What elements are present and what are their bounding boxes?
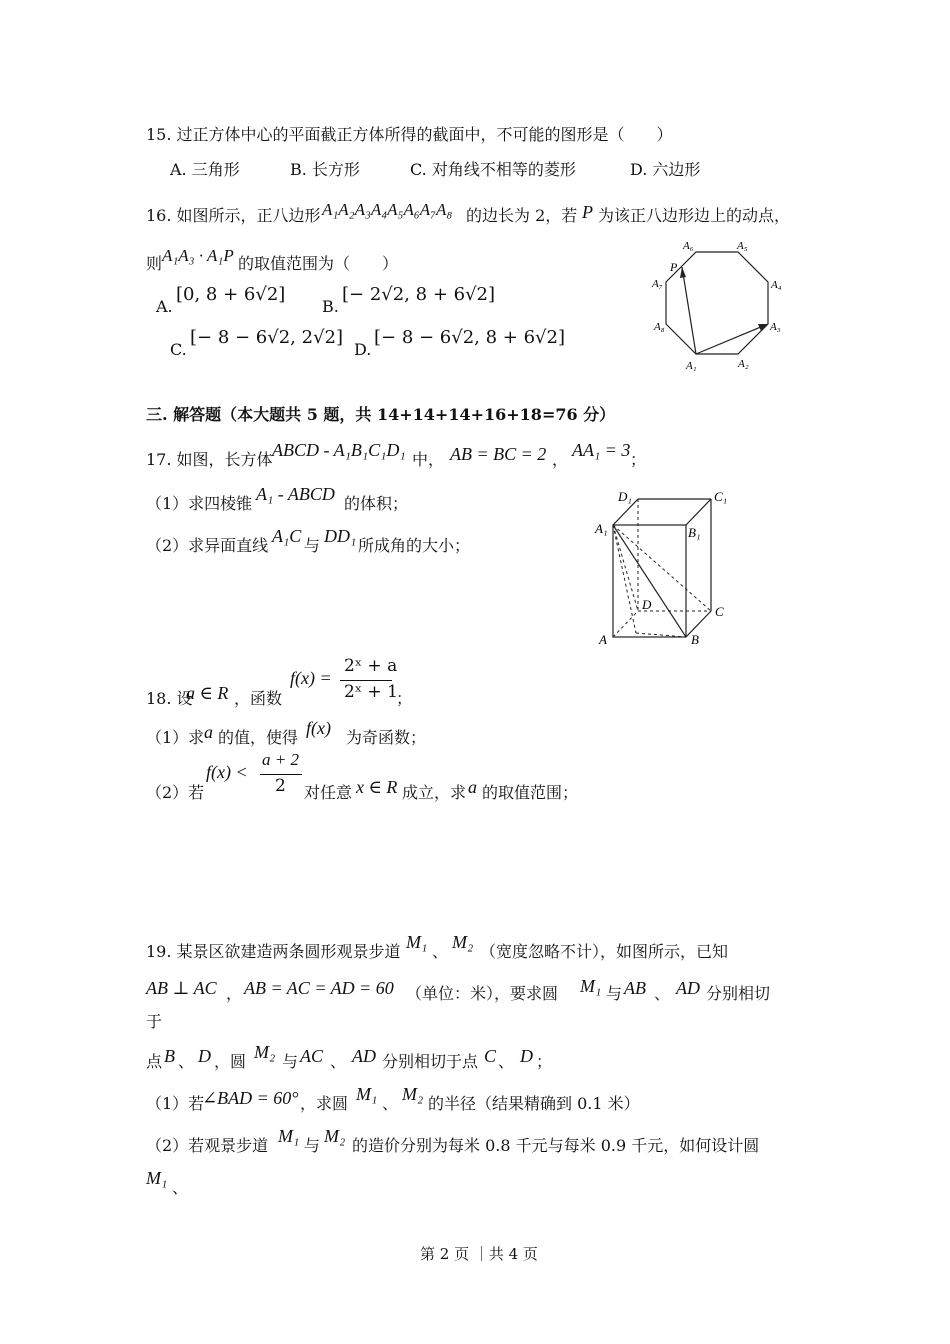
page-footer: 第 2 页 ｜共 4 页 xyxy=(420,1245,538,1263)
q17-pyramid: A₁ - ABCD xyxy=(256,484,335,504)
q17-part2-b: 与 xyxy=(304,536,321,555)
q16-stem-a: 16. 如图所示，正八边形 xyxy=(146,206,321,225)
q19-m2-c: M₂ xyxy=(402,1084,424,1104)
q19-line4-d: 分别相切于点 xyxy=(382,1052,479,1071)
q19-point-d-2: D xyxy=(520,1046,533,1066)
q16-octagon-name: A₁A₂A₃A₄A₅A₆A₇A₈ xyxy=(322,200,453,219)
q19-line3: 于 xyxy=(146,1012,163,1031)
q19-dun-2: 、 xyxy=(654,984,671,1003)
q19-line2-c: （单位：米），要求圆 xyxy=(406,984,559,1003)
q19-line4-b: ，圆 xyxy=(214,1052,247,1071)
q16-stem-c: 为该正八边形边上的动点， xyxy=(598,206,791,225)
q15-option-b: B. 长方形 xyxy=(290,160,360,179)
q19-ab: AB xyxy=(624,978,646,998)
q18-part1-b: 的值，使得 xyxy=(218,728,299,747)
q17-line-dd1: DD₁ xyxy=(324,526,357,546)
q15-option-a: A. 三角形 xyxy=(170,160,240,179)
q19-last: 、 xyxy=(172,1178,189,1197)
q16-point-p: P xyxy=(582,202,593,222)
cuboid-label-b1: B₁ xyxy=(688,525,701,540)
q18-x-in-r: x ∈ R xyxy=(356,777,398,797)
cuboid-label-a1: A₁ xyxy=(595,521,608,536)
q19-line2-e: 分别相切 xyxy=(706,984,771,1003)
q19-part2-c: 的造价分别为每米 0.8 千元与每米 0.9 千元，如何设计圆 xyxy=(352,1136,760,1155)
q15-option-d: D. 六边形 xyxy=(630,160,701,179)
section-heading: 三. 解答题（本大题共 5 题，共 14+14+14+16+18=76 分） xyxy=(146,405,616,424)
octagon-label-a5: A₅ xyxy=(737,240,748,252)
q16-stem-e: 的取值范围为（ ） xyxy=(238,254,399,273)
cuboid-label-a: A xyxy=(599,632,607,647)
q19-line2-d: 与 xyxy=(606,984,623,1003)
q19-comma: ， xyxy=(226,984,243,1003)
q18-part2-d: 的取值范围； xyxy=(482,783,579,802)
q16-option-c: [− 8 − 6√2, 2√2] xyxy=(190,327,344,348)
octagon-label-p: P xyxy=(670,260,678,274)
q19-dun-6: 、 xyxy=(382,1094,399,1113)
q19-point-d-1: D xyxy=(198,1046,211,1066)
q19-m2-b: M₂ xyxy=(254,1042,276,1062)
q19-dun-5: 、 xyxy=(498,1052,515,1071)
q18-stem-b: ，函数 xyxy=(234,689,283,708)
q19-angle: ∠BAD = 60° xyxy=(202,1088,299,1108)
q18-stem-c: ； xyxy=(396,689,413,708)
q19-dun-4: 、 xyxy=(330,1052,347,1071)
q17-part1-a: （1）求四棱锥 xyxy=(146,494,253,513)
q16-option-a-label: A. xyxy=(156,297,173,316)
q19-part2-b: 与 xyxy=(304,1136,321,1155)
q19-line4-a: 点 xyxy=(146,1052,163,1071)
q17-separator: ， xyxy=(552,450,569,469)
octagon-label-a3: A₃ xyxy=(770,321,781,333)
q18-frac-bar xyxy=(260,774,302,775)
cuboid-figure xyxy=(592,485,742,650)
q18-part2-b: 对任意 xyxy=(304,783,353,802)
octagon-label-a4: A₄ xyxy=(771,279,782,291)
q19-lengths: AB = AC = AD = 60 xyxy=(244,978,394,998)
q18-fx: f(x) = xyxy=(290,668,332,688)
q19-dun-3: 、 xyxy=(178,1052,195,1071)
q19-point-b: B xyxy=(164,1046,175,1066)
q18-part1-c: 为奇函数； xyxy=(346,728,427,747)
q16-option-a: [0, 8 + 6√2] xyxy=(176,284,286,305)
q18-numerator: 2ˣ + a xyxy=(344,656,398,676)
q15-stem: 15. 过正方体中心的平面截正方体所得的截面中，不可能的图形是（ ） xyxy=(146,125,673,144)
q19-m1-e: M₁ xyxy=(146,1168,168,1188)
q19-m2-a: M₂ xyxy=(452,932,474,952)
q19-ac: AC xyxy=(300,1046,324,1066)
q17-eq-ab-bc: AB = BC = 2 xyxy=(450,444,547,464)
q18-f: f(x) xyxy=(306,718,331,738)
q19-dun-1: 、 xyxy=(432,942,449,961)
q19-line4-e: ； xyxy=(536,1052,553,1071)
q18-denominator: 2ˣ + 1 xyxy=(344,682,398,702)
q16-vector-expr: A₁A₃ · A₁P xyxy=(162,246,234,265)
q17-part2-a: （2）求异面直线 xyxy=(146,536,269,555)
q19-line1-b: （宽度忽略不计），如图所示，已知 xyxy=(480,942,729,961)
octagon-label-a6: A₆ xyxy=(683,240,694,252)
q16-stem-b: 的边长为 2，若 xyxy=(466,206,578,225)
q18-var-a-2: a xyxy=(468,777,477,797)
cuboid-label-b: B xyxy=(691,632,699,647)
cuboid-label-d: D xyxy=(642,597,652,612)
q18-frac-denominator: 2 xyxy=(275,776,286,796)
q18-part1-a: （1）求 xyxy=(146,728,205,747)
octagon-label-a1: A₁ xyxy=(686,360,697,372)
q19-m2-d: M₂ xyxy=(324,1126,346,1146)
q16-option-d: [− 8 − 6√2, 8 + 6√2] xyxy=(374,327,565,348)
q17-eq-aa1: AA₁ = 3 xyxy=(572,440,631,460)
q19-m1-c: M₁ xyxy=(356,1084,378,1104)
q16-stem-d: 则 xyxy=(146,254,163,273)
q17-stem-c: ； xyxy=(630,450,647,469)
q19-point-c: C xyxy=(484,1046,497,1066)
cuboid-label-d1: D₁ xyxy=(618,489,632,504)
octagon-figure xyxy=(640,238,800,373)
q19-part1-b: ，求圆 xyxy=(300,1094,349,1113)
q18-condition: a ∈ R xyxy=(186,683,229,703)
q17-part2-c: 所成角的大小； xyxy=(358,536,471,555)
q17-stem-a: 17. 如图，长方体 xyxy=(146,450,273,469)
q16-option-c-label: C. xyxy=(170,340,187,359)
q17-solid: ABCD - A₁B₁C₁D₁ xyxy=(272,440,406,460)
q19-ad-1: AD xyxy=(676,978,700,998)
q18-frac-numerator: a + 2 xyxy=(262,750,299,769)
q18-fraction-bar xyxy=(340,680,392,681)
q15-option-c: C. 对角线不相等的菱形 xyxy=(410,160,576,179)
cuboid-label-c: C xyxy=(715,604,724,619)
q18-inequality: f(x) < xyxy=(206,762,248,782)
q16-option-b: [− 2√2, 8 + 6√2] xyxy=(342,284,496,305)
octagon-label-a2: A₂ xyxy=(738,358,749,370)
q19-m1-b: M₁ xyxy=(580,976,602,996)
q18-part2-a: （2）若 xyxy=(146,783,205,802)
q17-stem-b: 中， xyxy=(412,450,445,469)
q19-line1-a: 19. 某景区欲建造两条圆形观景步道 xyxy=(146,942,401,961)
q19-ad-2: AD xyxy=(352,1046,376,1066)
octagon-label-a8: A₈ xyxy=(654,321,665,333)
q17-line-a1c: A₁C xyxy=(272,526,302,546)
octagon-label-a7: A₇ xyxy=(652,278,663,290)
q19-part1-c: 的半径（结果精确到 0.1 米） xyxy=(428,1094,640,1113)
cuboid-label-c1: C₁ xyxy=(714,489,728,504)
q16-option-b-label: B. xyxy=(322,297,339,316)
q16-option-d-label: D. xyxy=(354,340,372,359)
q18-part2-c: 成立，求 xyxy=(402,783,467,802)
q19-part2-a: （2）若观景步道 xyxy=(146,1136,269,1155)
q19-perpendicular: AB ⊥ AC xyxy=(146,978,217,998)
q19-m1-d: M₁ xyxy=(278,1126,300,1146)
q18-var-a-1: a xyxy=(204,722,213,742)
q17-part1-b: 的体积； xyxy=(344,494,409,513)
q19-m1-a: M₁ xyxy=(406,932,428,952)
q19-part1-a: （1）若 xyxy=(146,1094,205,1113)
q18-stem-a: 18. 设 xyxy=(146,689,193,708)
q19-line4-c: 与 xyxy=(282,1052,299,1071)
